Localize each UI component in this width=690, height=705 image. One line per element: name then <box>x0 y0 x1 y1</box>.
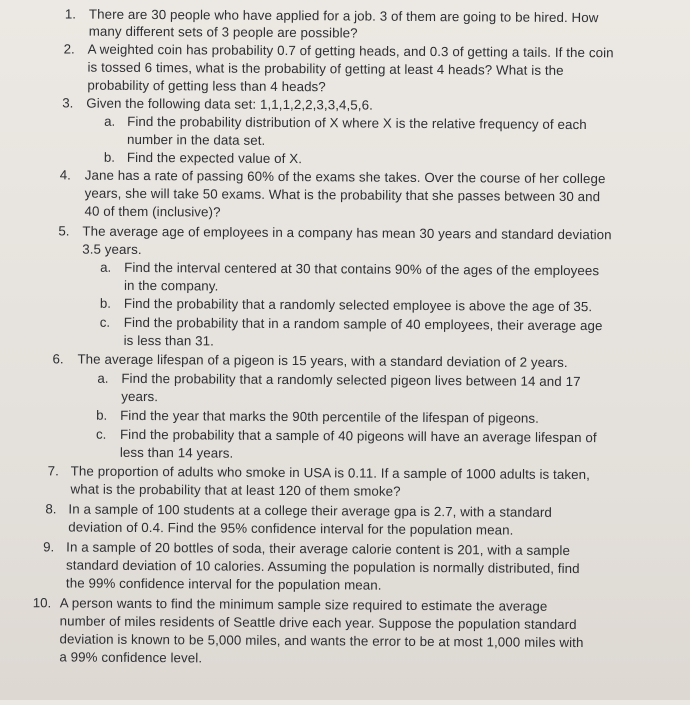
question-5a-line-2: in the company. <box>123 277 219 294</box>
question-9-line-1: In a sample of 20 bottles of soda, their average calorie content is 201, with a sample <box>66 539 571 558</box>
question-1-line-2: many different sets of 3 people are possible? <box>88 23 358 41</box>
question-8-line-2: deviation of 0.4. Find the 95% confidence interval for the population mean. <box>68 519 514 538</box>
question-3-line-1: Given the following data set: 1,1,1,2,2,3,3,4,5,6. <box>86 95 373 113</box>
question-6c-line-1: Find the probability that a sample of 40 pigeons will have an average lifespan of <box>119 426 597 446</box>
question-1-number: 1. <box>64 6 77 22</box>
question-5a-line-1: Find the interval centered at 30 that contains 90% of the ages of the employees <box>124 259 600 279</box>
question-6-line-1: The average lifespan of a pigeon is 15 years, with a standard deviation of 2 years. <box>77 351 568 370</box>
question-4-line-3: 40 of them (inclusive)? <box>84 203 221 220</box>
question-9-line-3: the 99% confidence interval for the population mean. <box>65 575 382 593</box>
question-5-line-2: 3.5 years. <box>82 241 142 257</box>
question-5-number: 5. <box>58 223 70 239</box>
question-2-line-1: A weighted coin has probability 0.7 of getting heads, and 0.3 of getting a tails. If the coin <box>87 41 614 61</box>
question-2-line-2: is tossed 6 times, what is the probability of getting at least 4 heads? What is the <box>87 59 564 78</box>
question-4-line-2: years, she will take 50 exams. What is the probability that she passes between 30 and <box>84 185 601 205</box>
question-3a-letter: a. <box>104 113 116 129</box>
question-4-number: 4. <box>59 167 71 183</box>
question-4-line-1: Jane has a rate of passing 60% of the exams she takes. Over the course of her college <box>84 167 606 187</box>
question-6a-letter: a. <box>97 370 109 386</box>
question-10-number: 10. <box>32 595 52 611</box>
question-6-number: 6. <box>52 351 64 367</box>
question-6b-letter: b. <box>96 407 108 423</box>
question-5c-line-2: is less than 31. <box>123 332 214 349</box>
question-10-line-1: A person wants to find the minimum sample size required to estimate the average <box>59 595 548 614</box>
question-3b-line-1: Find the expected value of X. <box>126 149 303 167</box>
question-5c-line-1: Find the probability that in a random sample of 40 employees, their average age <box>123 314 603 334</box>
question-3a-line-2: number in the data set. <box>126 131 266 148</box>
question-7-line-1: The proportion of adults who smoke in USA is 0.11. If a sample of 1000 adults is taken, <box>70 463 590 483</box>
question-9-line-2: standard deviation of 10 calories. Assuming the population is normally distributed, find <box>66 557 580 577</box>
question-6b-line-1: Find the year that marks the 90th percentile of the lifespan of pigeons. <box>120 407 540 426</box>
question-3-number: 3. <box>62 95 74 111</box>
question-5-line-1: The average age of employees in a company has mean 30 years and standard deviation <box>82 223 612 243</box>
question-5c-letter: c. <box>99 314 111 330</box>
question-5b-letter: b. <box>99 295 112 311</box>
question-6a-line-2: years. <box>121 388 159 405</box>
question-10-line-3: deviation is known to be 5,000 miles, and wants the error to be at most 1,000 miles with <box>59 631 584 651</box>
question-2-line-3: probability of getting less than 4 heads? <box>87 77 326 95</box>
question-6c-letter: c. <box>95 426 107 442</box>
question-8-number: 8. <box>45 501 57 517</box>
question-1-line-1: There are 30 people who have applied for a job. 3 of them are going to be hired. How <box>88 6 599 26</box>
question-8-line-1: In a sample of 100 students at a college their average gpa is 2.7, with a standard <box>68 501 552 520</box>
question-7-number: 7. <box>47 463 59 479</box>
question-3b-letter: b. <box>103 149 116 165</box>
question-9-number: 9. <box>43 539 55 555</box>
question-5b-line-1: Find the probability that a randomly selected employee is above the age of 35. <box>123 295 593 315</box>
question-10-line-4: a 99% confidence level. <box>59 649 203 666</box>
question-5a-letter: a. <box>100 259 112 275</box>
question-2-number: 2. <box>63 41 75 57</box>
question-6c-line-2: less than 14 years. <box>119 444 234 461</box>
question-10-line-2: number of miles residents of Seattle drive each year. Suppose the population standard <box>59 613 577 633</box>
question-3a-line-1: Find the probability distribution of X where X is the relative frequency of each <box>127 113 587 133</box>
question-6a-line-1: Find the probability that a randomly selected pigeon lives between 14 and 17 <box>121 370 581 390</box>
question-7-line-2: what is the probability that at least 120 of them smoke? <box>70 481 401 499</box>
